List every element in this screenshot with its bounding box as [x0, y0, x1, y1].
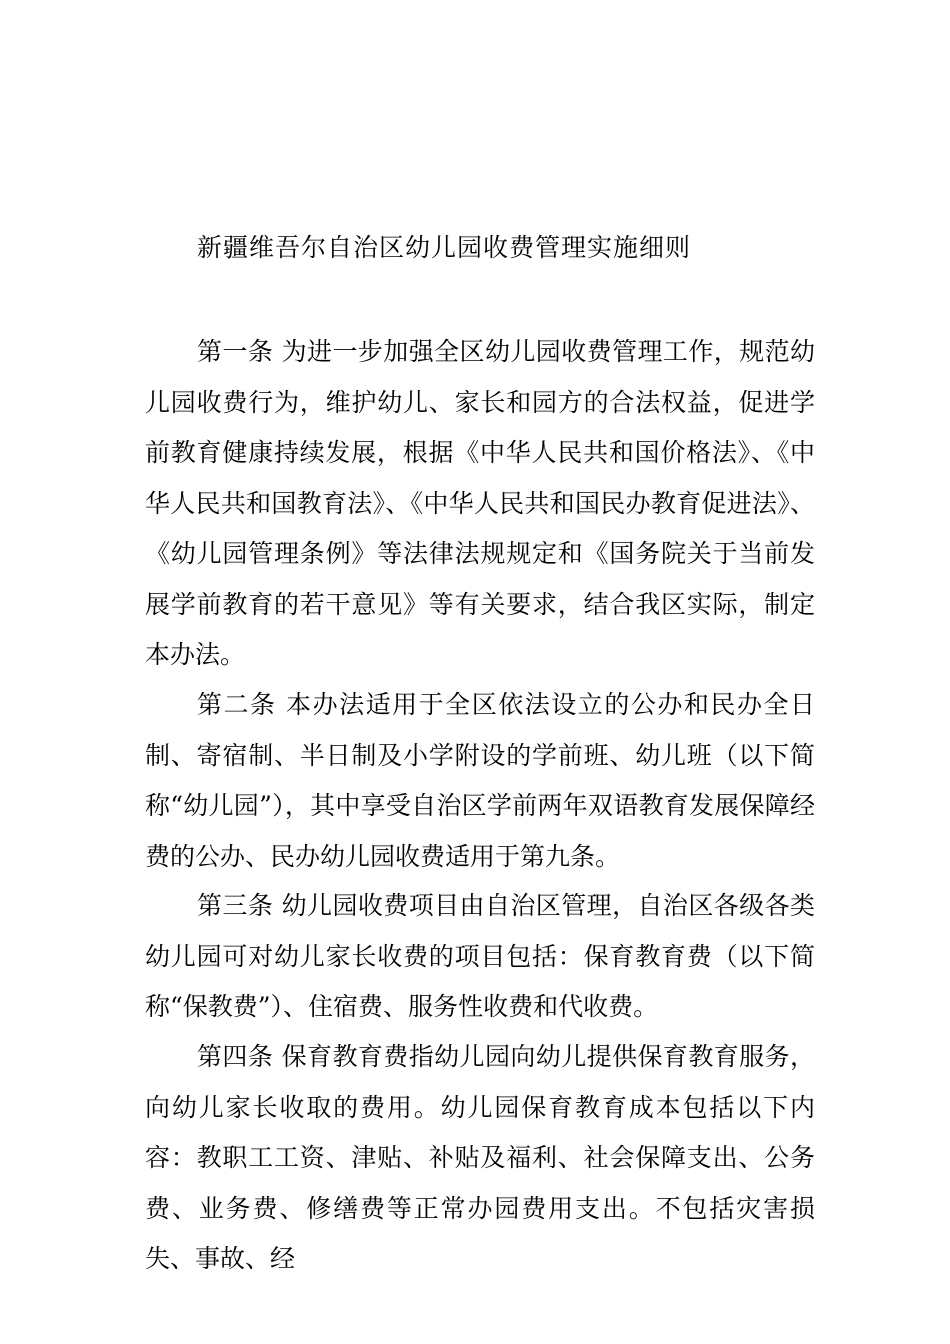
article-4: 第四条 保育教育费指幼儿园向幼儿提供保育教育服务，向幼儿家长收取的费用。幼儿园保育教育成本包括以下内容：教职工工资、津贴、补贴及福利、社会保障支出、公务费、业务费、修缮费等正常办园费用支出。不包括灾害损失、事故、经 [145, 1042, 815, 1273]
document-title: 新疆维吾尔自治区幼儿园收费管理实施细则 [197, 233, 692, 262]
article-3: 第三条 幼儿园收费项目由自治区管理，自治区各级各类幼儿园可对幼儿家长收费的项目包括：保育教育费（以下简称“保教费”）、住宿费、服务性收费和代收费。 [145, 891, 815, 1021]
article-2: 第二条 本办法适用于全区依法设立的公办和民办全日制、寄宿制、半日制及小学附设的学前班、幼儿班（以下简称“幼儿园”），其中享受自治区学前两年双语教育发展保障经费的公办、民办幼儿园收费适用于第九条。 [145, 690, 815, 871]
article-1: 第一条 为进一步加强全区幼儿园收费管理工作，规范幼儿园收费行为，维护幼儿、家长和园方的合法权益，促进学前教育健康持续发展，根据《中华人民共和国价格法》、《中华人民共和国教育法》、《中华人民共和国民办教育促进法》、《幼儿园管理条例》等法律法规规定和《国务院关于当前发展学前教育的若干意见》等有关要求，结合我区实际，制定本办法。 [145, 337, 815, 669]
